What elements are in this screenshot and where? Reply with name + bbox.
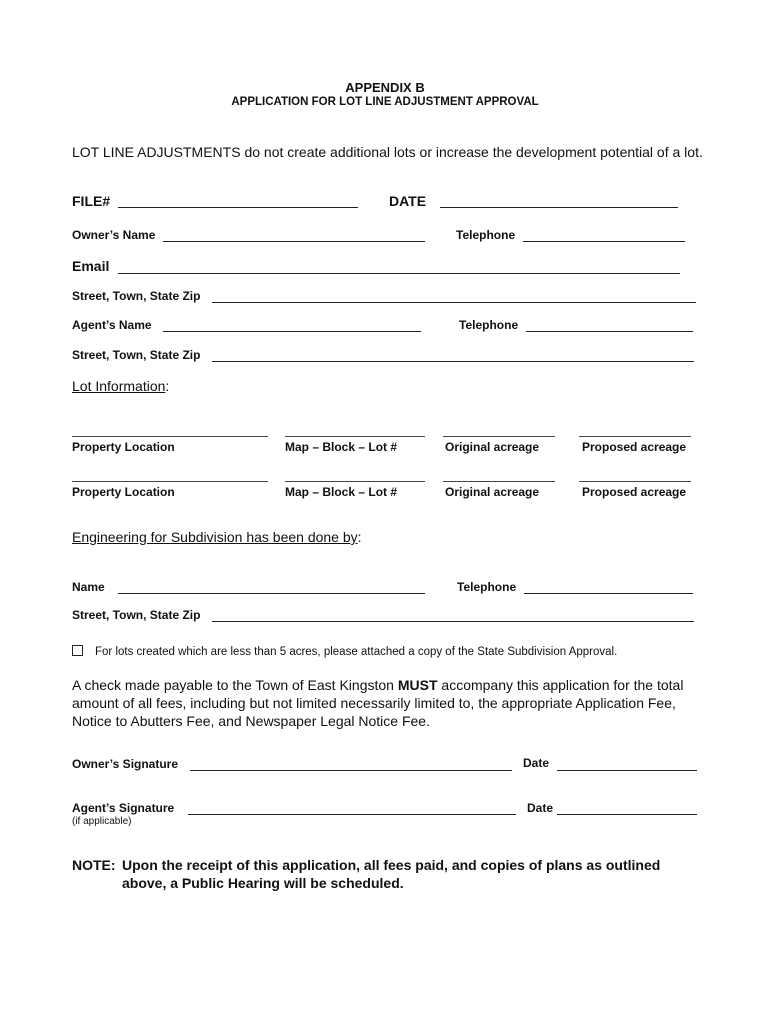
payment-paragraph: A check made payable to the Town of East Kingston MUST accompany this application for the total amount of all fees, including but not limited necessarily limited to, the appropriate Application Fee, Notice to Abutters Fee, and Newspaper Legal Notice Fee. [72, 677, 684, 729]
proposed-acreage-label: Proposed acreage [582, 485, 687, 499]
original-acreage-label: Original acreage [445, 485, 540, 499]
intro-text: LOT LINE ADJUSTMENTS do not create additional lots or increase the development potential of a lot. [72, 144, 703, 160]
note-line-2: above, a Public Hearing will be scheduled. [122, 875, 404, 891]
owner-date-field[interactable] [557, 758, 697, 771]
proposed-acreage-label: Proposed acreage [582, 440, 687, 454]
note-line-1: Upon the receipt of this application, all fees paid, and copies of plans as outlined [122, 857, 661, 873]
owner-telephone-field[interactable] [523, 229, 685, 242]
map-block-lot-field[interactable] [285, 436, 425, 437]
agent-date-field[interactable] [557, 802, 697, 815]
agent-telephone-field[interactable] [526, 319, 693, 332]
file-label: FILE# [72, 193, 111, 209]
engineering-heading: Engineering for Subdivision has been done by: [72, 529, 362, 545]
engineer-name-label: Name [72, 580, 105, 594]
property-location-label: Property Location [72, 440, 175, 454]
map-block-lot-field[interactable] [285, 481, 425, 482]
owner-signature-label: Owner’s Signature [72, 757, 179, 771]
engineer-street-field[interactable] [212, 609, 694, 622]
property-location-field[interactable] [72, 481, 268, 482]
engineer-name-field[interactable] [118, 581, 425, 594]
agent-street-label: Street, Town, State Zip [72, 348, 201, 362]
original-acreage-field[interactable] [443, 481, 555, 482]
agent-name-field[interactable] [163, 319, 421, 332]
engineer-telephone-label: Telephone [457, 580, 517, 594]
appendix-heading: APPENDIX B [345, 80, 425, 95]
proposed-acreage-field[interactable] [579, 436, 691, 437]
if-applicable-note: (if applicable) [72, 816, 132, 827]
state-approval-checkbox-row [72, 645, 617, 658]
map-block-lot-label: Map – Block – Lot # [285, 485, 398, 499]
must-emphasis: MUST [397, 677, 438, 693]
email-label: Email [72, 258, 110, 274]
agent-date-label: Date [527, 801, 554, 815]
lot-information-heading: Lot Information: [72, 378, 170, 394]
agent-name-label: Agent’s Name [72, 318, 152, 332]
original-acreage-field[interactable] [443, 436, 555, 437]
owner-street-field[interactable] [212, 290, 696, 303]
date-field[interactable] [440, 195, 678, 208]
agent-telephone-label: Telephone [459, 318, 519, 332]
date-label: DATE [389, 193, 427, 209]
state-approval-checkbox[interactable] [72, 645, 83, 656]
property-location-label: Property Location [72, 485, 175, 499]
email-field[interactable] [118, 261, 680, 274]
owner-signature-field[interactable] [190, 758, 512, 771]
owner-street-label: Street, Town, State Zip [72, 289, 201, 303]
original-acreage-label: Original acreage [445, 440, 540, 454]
agent-signature-field[interactable] [188, 802, 516, 815]
map-block-lot-label: Map – Block – Lot # [285, 440, 398, 454]
form-title: APPLICATION FOR LOT LINE ADJUSTMENT APPROVAL [231, 96, 539, 108]
property-location-field[interactable] [72, 436, 268, 437]
owner-name-field[interactable] [163, 229, 425, 242]
owner-telephone-label: Telephone [456, 228, 516, 242]
state-approval-text: For lots created which are less than 5 acres, please attached a copy of the State Subdivision Approval. [95, 646, 618, 658]
file-number-field[interactable] [118, 195, 358, 208]
engineer-telephone-field[interactable] [524, 581, 693, 594]
note-label: NOTE: [72, 857, 116, 873]
owner-name-label: Owner’s Name [72, 228, 156, 242]
agent-signature-label: Agent’s Signature [72, 801, 175, 815]
agent-street-field[interactable] [212, 349, 694, 362]
engineer-street-label: Street, Town, State Zip [72, 608, 201, 622]
proposed-acreage-field[interactable] [579, 481, 691, 482]
owner-date-label: Date [523, 756, 550, 770]
